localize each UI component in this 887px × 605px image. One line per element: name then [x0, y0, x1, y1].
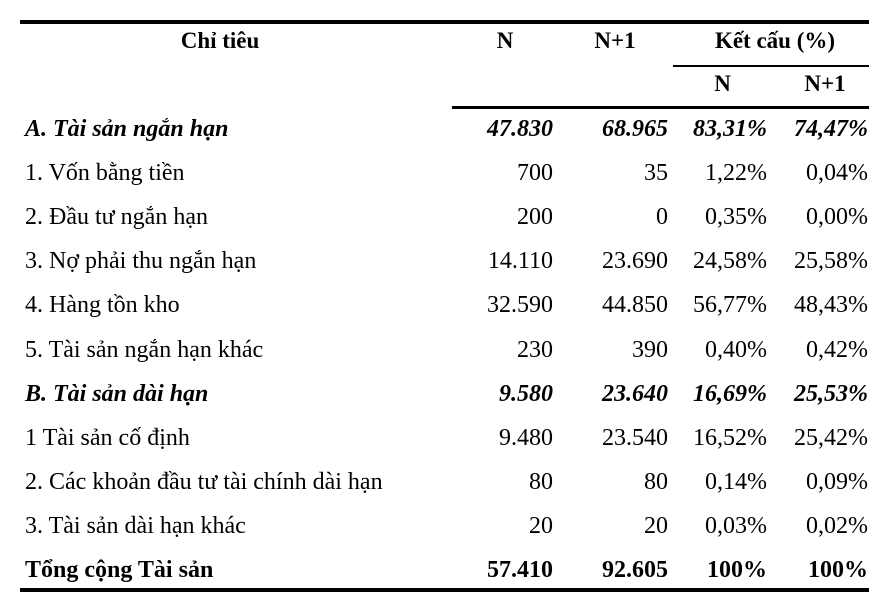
- row-label: A. Tài sản ngắn hạn: [25, 116, 229, 142]
- row-label: 2. Các khoản đầu tư tài chính dài hạn: [25, 469, 383, 495]
- row-percent-n: 100%: [707, 557, 767, 583]
- row-percent-n1: 0,42%: [806, 337, 868, 363]
- structure-group-rule: [673, 65, 869, 67]
- row-percent-n: 0,35%: [705, 204, 767, 230]
- row-value-n: 9.480: [499, 425, 553, 451]
- row-value-n: 230: [517, 337, 553, 363]
- row-value-n1: 80: [644, 469, 668, 495]
- header-year-n1: N+1: [594, 28, 636, 53]
- row-value-n: 14.110: [487, 248, 553, 274]
- row-percent-n1: 100%: [808, 557, 868, 583]
- row-label: 3. Nợ phải thu ngắn hạn: [25, 248, 257, 274]
- row-percent-n1: 0,04%: [806, 160, 868, 186]
- row-value-n: 200: [517, 204, 553, 230]
- row-value-n1: 20: [644, 513, 668, 539]
- header-bottom-rule: [452, 106, 869, 109]
- row-label: 1. Vốn bằng tiền: [25, 160, 185, 186]
- header-year-n: N: [496, 28, 514, 53]
- row-percent-n1: 25,53%: [794, 381, 868, 407]
- row-label: Tổng cộng Tài sản: [25, 557, 214, 583]
- row-label: 5. Tài sản ngắn hạn khác: [25, 337, 264, 363]
- row-percent-n: 83,31%: [693, 116, 767, 142]
- header-structure-n: N: [714, 71, 731, 96]
- row-value-n1: 68.965: [602, 116, 668, 142]
- row-percent-n: 16,52%: [693, 425, 767, 451]
- row-percent-n: 0,40%: [705, 337, 767, 363]
- row-percent-n1: 0,00%: [806, 204, 868, 230]
- row-label: 1 Tài sản cố định: [25, 425, 190, 451]
- row-label: 3. Tài sản dài hạn khác: [25, 513, 246, 539]
- row-value-n: 57.410: [487, 557, 553, 583]
- row-value-n1: 44.850: [602, 292, 668, 318]
- row-value-n: 700: [517, 160, 553, 186]
- header-indicator: Chỉ tiêu: [180, 28, 260, 53]
- row-percent-n: 1,22%: [705, 160, 767, 186]
- row-percent-n: 16,69%: [693, 381, 767, 407]
- row-value-n1: 0: [656, 204, 668, 230]
- row-value-n: 80: [529, 469, 553, 495]
- row-percent-n1: 48,43%: [794, 292, 868, 318]
- row-percent-n1: 0,02%: [806, 513, 868, 539]
- row-value-n1: 23.690: [602, 248, 668, 274]
- row-label: 4. Hàng tồn kho: [25, 292, 180, 318]
- header-structure-n1: N+1: [804, 71, 846, 96]
- row-percent-n1: 25,42%: [794, 425, 868, 451]
- row-percent-n: 0,03%: [705, 513, 767, 539]
- row-label: 2. Đầu tư ngắn hạn: [25, 204, 208, 230]
- row-percent-n: 24,58%: [693, 248, 767, 274]
- table-top-rule: [20, 20, 869, 24]
- row-value-n1: 23.640: [602, 381, 668, 407]
- row-value-n1: 35: [644, 160, 668, 186]
- row-percent-n1: 74,47%: [794, 116, 868, 142]
- row-value-n: 32.590: [487, 292, 553, 318]
- row-percent-n: 56,77%: [693, 292, 767, 318]
- row-label: B. Tài sản dài hạn: [25, 381, 209, 407]
- row-value-n: 9.580: [499, 381, 553, 407]
- row-percent-n: 0,14%: [705, 469, 767, 495]
- table-bottom-rule: [20, 588, 869, 592]
- row-value-n1: 92.605: [602, 557, 668, 583]
- row-value-n1: 23.540: [602, 425, 668, 451]
- row-value-n1: 390: [632, 337, 668, 363]
- row-value-n: 47.830: [487, 116, 553, 142]
- row-value-n: 20: [529, 513, 553, 539]
- row-percent-n1: 0,09%: [806, 469, 868, 495]
- row-percent-n1: 25,58%: [794, 248, 868, 274]
- header-structure: Kết cấu (%): [714, 28, 836, 53]
